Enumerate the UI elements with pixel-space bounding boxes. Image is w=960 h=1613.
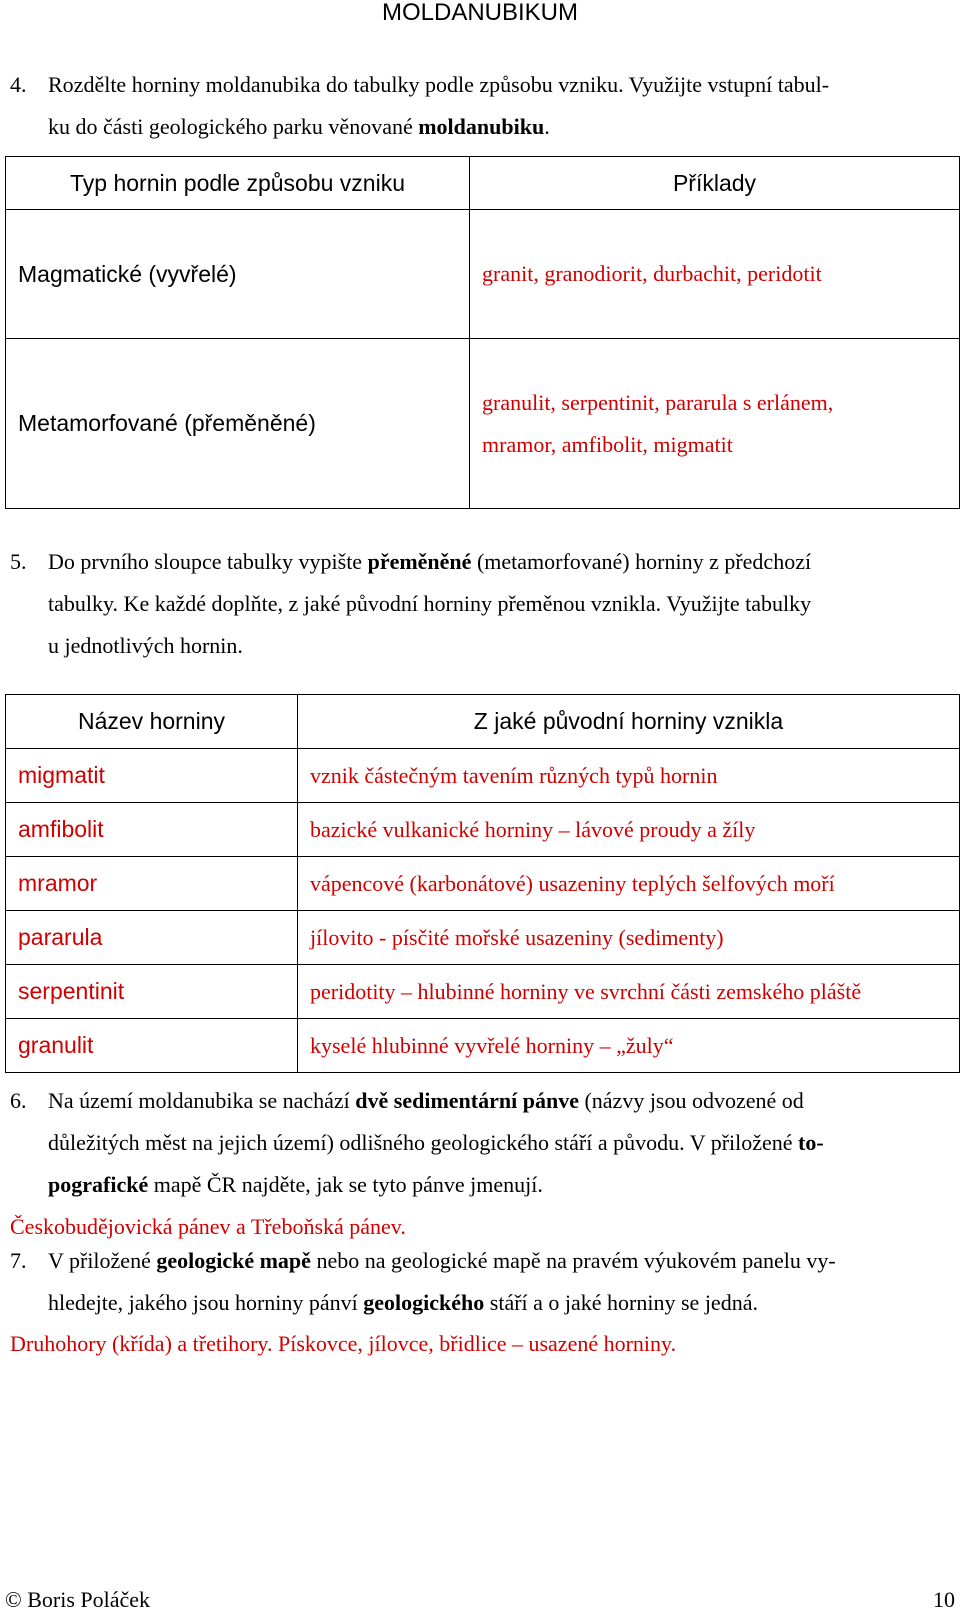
- table-row: [6, 749, 960, 803]
- text-span: hledejte, jakého jsou horniny pánví: [48, 1290, 364, 1315]
- question-line: [48, 1080, 930, 1122]
- examples-line: granit, granodiorit, durbachit, peridotit: [482, 261, 822, 286]
- answer-6: Českobudějovická pánev a Třeboňská pánev.: [10, 1214, 406, 1239]
- text-span: důležitých měst na jejich území) odlišného geologického stáří a původu. V přiložené: [48, 1130, 799, 1155]
- rock-origin-cell: bazické vulkanické horniny – lávové proudy a žíly: [298, 803, 960, 857]
- table-row: [6, 965, 960, 1019]
- rock-origin-table: [5, 694, 960, 1073]
- question-line: [48, 1282, 930, 1324]
- question-line: [48, 1164, 930, 1206]
- question-line: [48, 1240, 930, 1282]
- examples-line: granulit, serpentinit, pararula s erlánem,: [482, 389, 834, 415]
- question-number: 4.: [10, 72, 27, 97]
- question-4: [0, 64, 960, 154]
- question-text: [48, 1240, 930, 1324]
- question-text: [48, 1080, 930, 1206]
- text-span: ku do části geologického parku věnované: [48, 114, 419, 139]
- question-line: Rozdělte horniny moldanubika do tabulky podle způsobu vzniku. Využijte vstupní tabul-: [48, 72, 830, 97]
- question-line: tabulky. Ke každé doplňte, z jaké původní horniny přeměnou vznikla. Využijte tabulky: [48, 591, 812, 616]
- rock-type-cell: Magmatické (vyvřelé): [6, 210, 470, 339]
- table-header-cell: Typ hornin podle způsobu vzniku: [6, 157, 470, 210]
- table-header-row: [6, 695, 960, 749]
- examples-cell: [470, 339, 960, 509]
- question-text: [48, 64, 930, 148]
- rock-name-cell: granulit: [6, 1019, 298, 1073]
- text-span: V přiložené: [48, 1248, 157, 1273]
- examples-line: mramor, amfibolit, migmatit: [482, 431, 733, 457]
- question-line: u jednotlivých hornin.: [48, 633, 243, 658]
- text-span: Do prvního sloupce tabulky vypište: [48, 549, 368, 574]
- table-row: [6, 1019, 960, 1073]
- question-line: [48, 541, 930, 583]
- text-span: Na území moldanubika se nachází: [48, 1088, 356, 1113]
- question-7: [0, 1240, 960, 1330]
- rock-origin-cell: peridotity – hlubinné horniny ve svrchní části zemského pláště: [298, 965, 960, 1019]
- question-line: [48, 1122, 930, 1164]
- bold-term: geologického: [363, 1290, 485, 1315]
- table-row: [6, 857, 960, 911]
- rock-origin-cell: kyselé hlubinné vyvřelé horniny – „žuly“: [298, 1019, 960, 1073]
- page-number: 10: [933, 1587, 955, 1612]
- text-span: mapě ČR najděte, jak se tyto pánve jmenují.: [148, 1172, 543, 1197]
- page-title: MOLDANUBIKUM: [381, 0, 579, 26]
- text-span: .: [544, 114, 550, 139]
- text-span: (názvy jsou odvozené od: [578, 1088, 804, 1113]
- rock-name-cell: migmatit: [6, 749, 298, 803]
- rock-origin-cell: vápencové (karbonátové) usazeniny teplých šelfových moří: [298, 857, 960, 911]
- question-text: [48, 541, 930, 667]
- question-number: 6.: [10, 1088, 27, 1113]
- bold-term: moldanubiku: [418, 114, 545, 139]
- rock-name-cell: pararula: [6, 911, 298, 965]
- table-row: [6, 911, 960, 965]
- question-number: 7.: [10, 1248, 27, 1273]
- bold-term: geologické mapě: [156, 1248, 311, 1273]
- bold-term: pografické: [48, 1172, 149, 1197]
- table-header-cell: Příklady: [470, 157, 960, 210]
- bold-term: dvě sedimentární pánve: [355, 1088, 579, 1113]
- rock-type-table: [5, 156, 960, 509]
- question-5: [0, 541, 960, 671]
- examples-cell: [470, 210, 960, 339]
- bold-term: přeměněné: [367, 549, 472, 574]
- table-header-cell: Z jaké původní horniny vznikla: [298, 695, 960, 749]
- question-6: [0, 1080, 960, 1210]
- rock-name-cell: mramor: [6, 857, 298, 911]
- rock-origin-cell: jílovito - písčité mořské usazeniny (sedimenty): [298, 911, 960, 965]
- footer-author: © Boris Poláček: [5, 1587, 151, 1612]
- table-row: [6, 803, 960, 857]
- bold-term: to-: [798, 1130, 824, 1155]
- rock-name-cell: amfibolit: [6, 803, 298, 857]
- table-header-cell: Název horniny: [6, 695, 298, 749]
- rock-type-cell: Metamorfované (přeměněné): [6, 339, 470, 509]
- text-span: stáří a o jaké horniny se jedná.: [484, 1290, 758, 1315]
- text-span: (metamorfované) horniny z předchozí: [471, 549, 812, 574]
- rock-name-cell: serpentinit: [6, 965, 298, 1019]
- question-number: 5.: [10, 549, 27, 574]
- question-line: [48, 106, 930, 148]
- rock-origin-cell: vznik částečným tavením různých typů hornin: [298, 749, 960, 803]
- table-row: [6, 210, 960, 339]
- table-header-row: [6, 157, 960, 210]
- answer-7: Druhohory (křída) a třetihory. Pískovce, jílovce, břidlice – usazené horniny.: [10, 1331, 677, 1356]
- text-span: nebo na geologické mapě na pravém výukovém panelu vy-: [310, 1248, 836, 1273]
- table-row: [6, 339, 960, 509]
